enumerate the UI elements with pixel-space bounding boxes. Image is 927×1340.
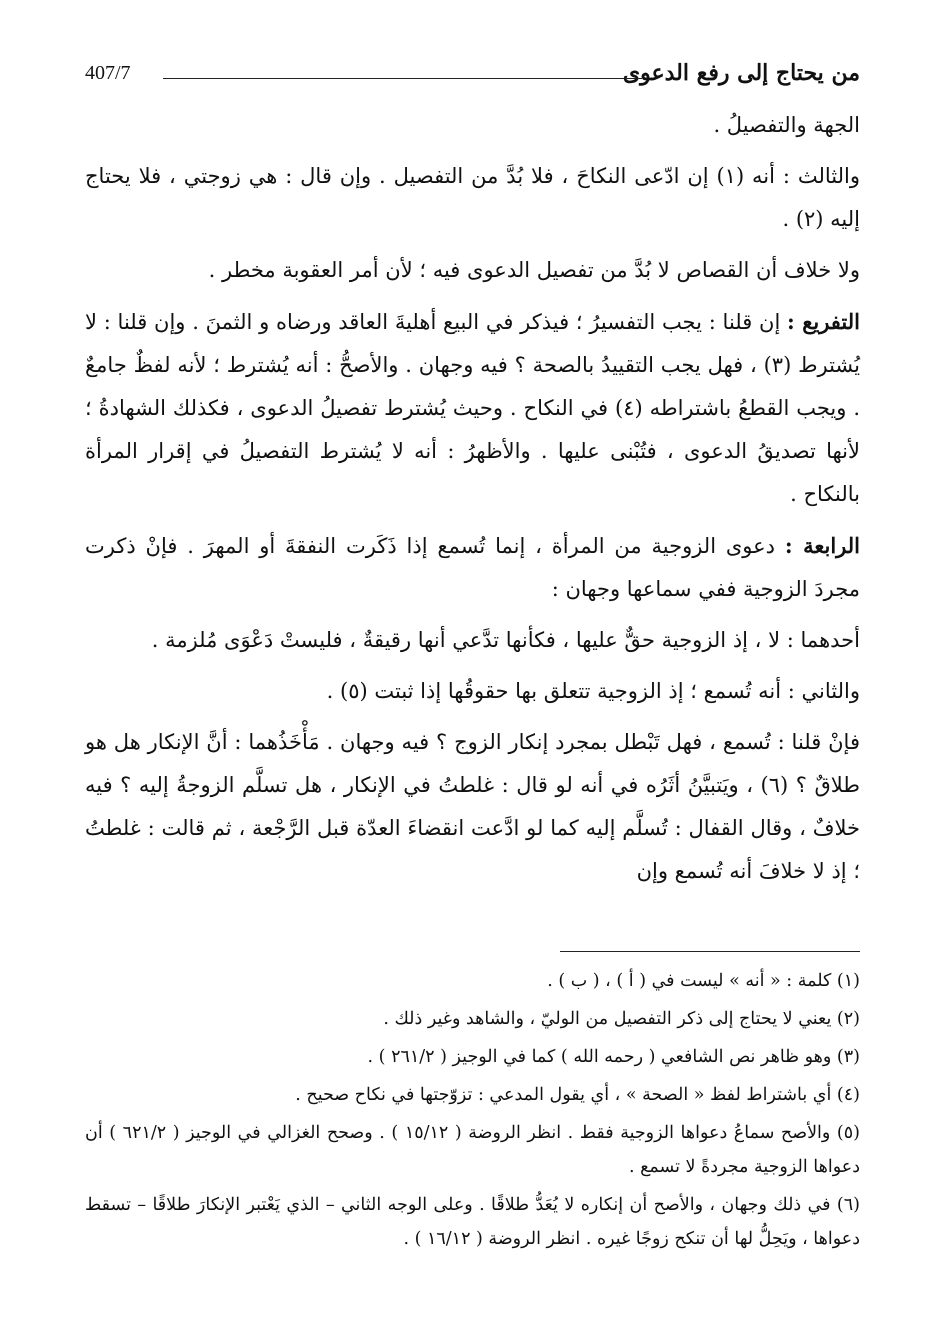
footnote-6: (٦) في ذلك وجهان ، والأصح أن إنكاره لا يُعَدُّ طلاقًا . وعلى الوجه الثاني – الذي يَعْتبر الإنكارَ طلاقًا – تسقط دعواها ، ويَحِلُّ لها أن تنكح زوجًا غيره . انظر الروضة ( ١٦/١٢ ) . (85, 1195, 860, 1249)
book-page (85, 58, 860, 1298)
paragraph-continuation: الجهة والتفصيلُ . (713, 113, 860, 137)
fourth-heading: الرابعة : (784, 533, 861, 558)
paragraph-fourth (85, 524, 860, 611)
page-number: 407/7 (85, 62, 131, 84)
footnotes (85, 964, 860, 1256)
page-header (85, 58, 860, 100)
fourth-text: دعوى الزوجية من المرأة ، إنما تُسمع إذا ذَكَرت النفقةَ أو المهرَ . فإنْ ذكرت مجردَ الزوجية ففي سماعها وجهان : (85, 534, 860, 601)
footnote-4: (٤) أي باشتراط لفظ « الصحة » ، أي يقول المدعي : تزوّجتها في نكاح صحيح . (295, 1085, 860, 1105)
main-text (85, 104, 860, 893)
footnote-3: (٣) وهو ظاهر نص الشافعي ( رحمه الله ) كما في الوجيز ( ٢٦١/٢ ) . (367, 1047, 860, 1067)
footnote-5: (٥) والأصح سماعُ دعواها الزوجية فقط . انظر الروضة ( ١٥/١٢ ) . وصحح الغزالي في الوجيز ( ٦٢١/٢ ) أن دعواها الزوجية مجردةً لا تسمع . (85, 1123, 860, 1177)
paragraph-second-view: والثاني : أنه تُسمع ؛ إذ الزوجية تتعلق بها حقوقُها إذا ثبتت (٥) . (326, 679, 860, 703)
footnote-separator (560, 951, 860, 952)
tafri-heading: التفريع : (787, 309, 860, 334)
paragraph-tafri (85, 300, 860, 516)
header-rule (163, 78, 642, 79)
running-title: من يحتاج إلى رفع الدعوى (622, 60, 860, 86)
paragraph-first-view: أحدهما : لا ، إذ الزوجية حقٌّ عليها ، فكأنها تدَّعي أنها رقيقةٌ ، فليستْ دَعْوَى مُلزمة . (151, 628, 860, 652)
footnote-1: (١) كلمة : « أنه » ليست في ( أ ) ، ( ب ) . (547, 971, 860, 991)
tafri-text: إن قلنا : يجب التفسيرُ ؛ فيذكر في البيع أهليةَ العاقد ورضاه و الثمنَ . وإن قلنا : لا يُشترط (٣) ، فهل يجب التقييدُ بالصحة ؟ فيه وجهان . والأصحُّ : أنه يُشترط ؛ لأنه لفظٌ جامعٌ . ويجب القطعُ باشتراطه (٤) في النكاح . وحيث يُشترط تفصيلُ الدعوى ، فكذلك الشهادةُ ؛ لأنها تصديقُ الدعوى ، فتُبْنى عليها . والأظهرُ : أنه لا يُشترط التفصيلُ في إقرار المرأة بالنكاح . (85, 310, 861, 506)
paragraph-third: والثالث : أنه (١) إن ادّعى النكاحَ ، فلا بُدَّ من التفصيل . وإن قال : هي زوجتي ، فلا يحتاج إليه (٢) . (85, 164, 860, 231)
paragraph-qisas: ولا خلاف أن القصاص لا بُدَّ من تفصيل الدعوى فيه ؛ لأن أمر العقوبة مخطر . (208, 258, 860, 282)
footnote-2: (٢) يعني لا يحتاج إلى ذكر التفصيل من الوليّ ، والشاهد وغير ذلك . (383, 1009, 860, 1029)
paragraph-branch: فإنْ قلنا : تُسمع ، فهل تَبْطل بمجرد إنكار الزوج ؟ فيه وجهان . مَأْخَذُهما : أنَّ الإنكار هل هو طلاقٌ ؟ (٦) ، ويَتبيَّنُ أثَرُه في أنه لو قال : غلطتُ في الإنكار ، هل تسلَّم الزوجةُ إليه ؟ فيه خلافٌ ، وقال القفال : تُسلَّم إليه كما لو ادَّعت انقضاءَ العدّة قبل الرَّجْعة ، ثم قالت : غلطتُ ؛ إذ لا خلافَ أنه تُسمع وإن (85, 730, 861, 883)
